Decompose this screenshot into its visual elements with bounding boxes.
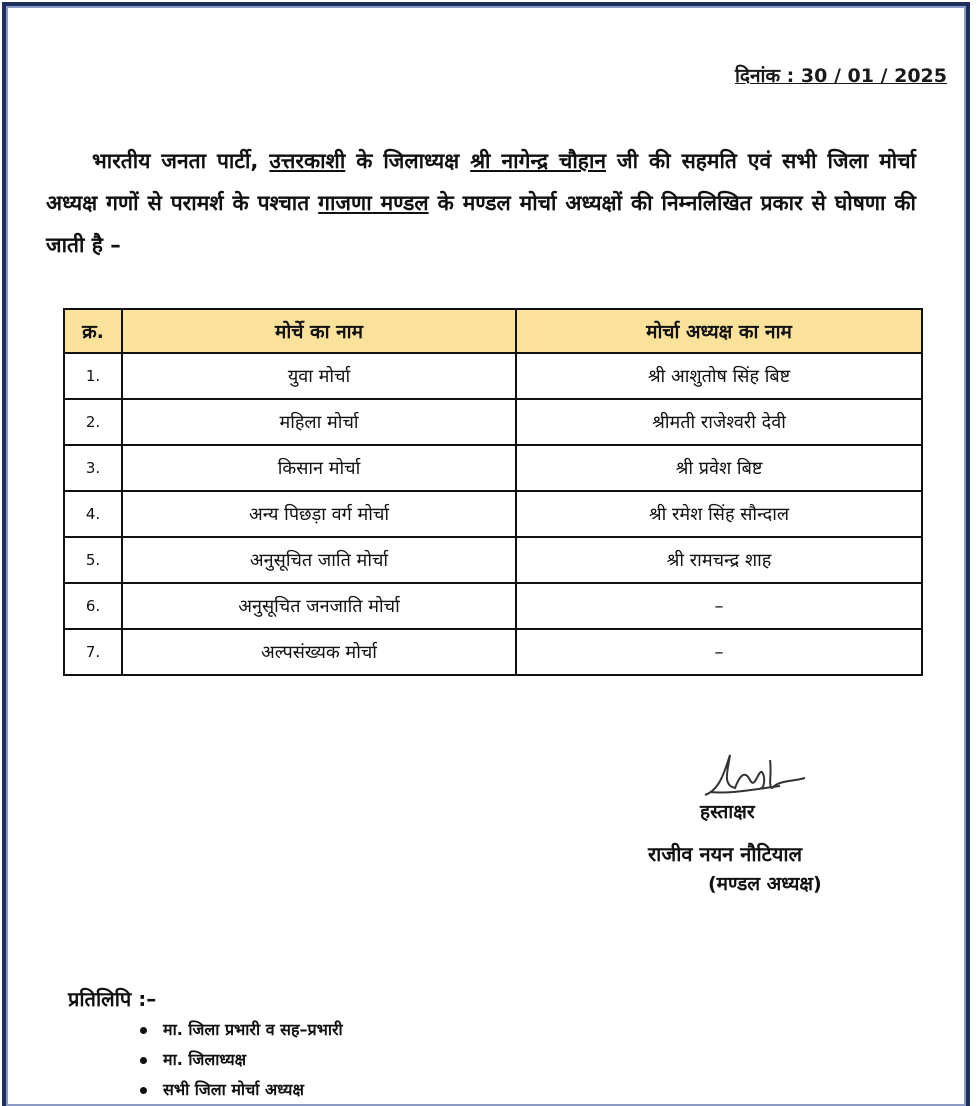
table-row — [64, 353, 922, 399]
serial-cell: 4. — [64, 491, 122, 537]
district-president: श्री नागेन्द्र चौहान — [470, 149, 607, 173]
serial-cell: 2. — [64, 399, 122, 445]
morcha-cell: अल्पसंख्यक मोर्चा — [122, 629, 516, 675]
serial-cell: 5. — [64, 537, 122, 583]
president-cell: – — [516, 629, 922, 675]
mandal-name: गाजणा मण्डल — [318, 191, 429, 215]
signature-image — [700, 750, 810, 805]
bullet-icon — [140, 1057, 147, 1064]
district-name: उत्तरकाशी — [269, 149, 346, 173]
president-cell: श्री आशुतोष सिंह बिष्ट — [516, 353, 922, 399]
morcha-cell: किसान मोर्चा — [122, 445, 516, 491]
para-part1: भारतीय जनता पार्टी, — [92, 149, 270, 173]
signatory-role: (मण्डल अध्यक्ष) — [708, 873, 822, 895]
serial-cell: 6. — [64, 583, 122, 629]
morcha-table — [63, 308, 923, 676]
table-row — [64, 399, 922, 445]
signatory-name: राजीव नयन नौटियाल — [648, 842, 803, 866]
para-part2: के जिलाध्यक्ष — [345, 149, 471, 173]
president-cell: श्री रमेश सिंह सौन्दाल — [516, 491, 922, 537]
morcha-cell: अनुसूचित जाति मोर्चा — [122, 537, 516, 583]
announcement-paragraph — [46, 140, 916, 266]
morcha-cell: युवा मोर्चा — [122, 353, 516, 399]
president-cell: श्री रामचन्द्र शाह — [516, 537, 922, 583]
table-row — [64, 583, 922, 629]
morcha-cell: अनुसूचित जनजाति मोर्चा — [122, 583, 516, 629]
copy-item: मा. जिलाध्यक्ष — [163, 1050, 247, 1069]
header-morcha: मोर्चे का नाम — [122, 309, 516, 353]
para-part4: के मण्डल मोर्चा अध्यक्षों की निम्नलिखित प्रकार से घोषणा की जाती है – — [46, 191, 916, 257]
copy-to-title: प्रतिलिपि :– — [68, 987, 157, 1011]
serial-cell: 3. — [64, 445, 122, 491]
list-item — [140, 1045, 343, 1075]
table-row — [64, 629, 922, 675]
table-row — [64, 537, 922, 583]
list-item — [140, 1015, 343, 1045]
president-cell: श्री प्रवेश बिष्ट — [516, 445, 922, 491]
para-part3: जी की सहमति एवं सभी जिला मोर्चा अध्यक्ष गणों से परामर्श के पश्चात — [46, 149, 916, 215]
president-cell: – — [516, 583, 922, 629]
morcha-cell: महिला मोर्चा — [122, 399, 516, 445]
copy-to-list — [140, 1015, 343, 1105]
serial-cell: 7. — [64, 629, 122, 675]
table-header-row — [64, 309, 922, 353]
serial-cell: 1. — [64, 353, 122, 399]
president-cell: श्रीमती राजेश्वरी देवी — [516, 399, 922, 445]
table-row — [64, 445, 922, 491]
bullet-icon — [140, 1027, 147, 1034]
copy-item: मा. जिला प्रभारी व सह–प्रभारी — [163, 1020, 343, 1039]
bullet-icon — [140, 1087, 147, 1094]
table-row — [64, 491, 922, 537]
header-president: मोर्चा अध्यक्ष का नाम — [516, 309, 922, 353]
header-serial: क्र. — [64, 309, 122, 353]
signature-label: हस्ताक्षर — [700, 801, 755, 823]
morcha-cell: अन्य पिछड़ा वर्ग मोर्चा — [122, 491, 516, 537]
copy-item: सभी जिला मोर्चा अध्यक्ष — [163, 1080, 304, 1099]
date-line: दिनांक : 30 / 01 / 2025 — [735, 65, 947, 87]
list-item — [140, 1075, 343, 1105]
